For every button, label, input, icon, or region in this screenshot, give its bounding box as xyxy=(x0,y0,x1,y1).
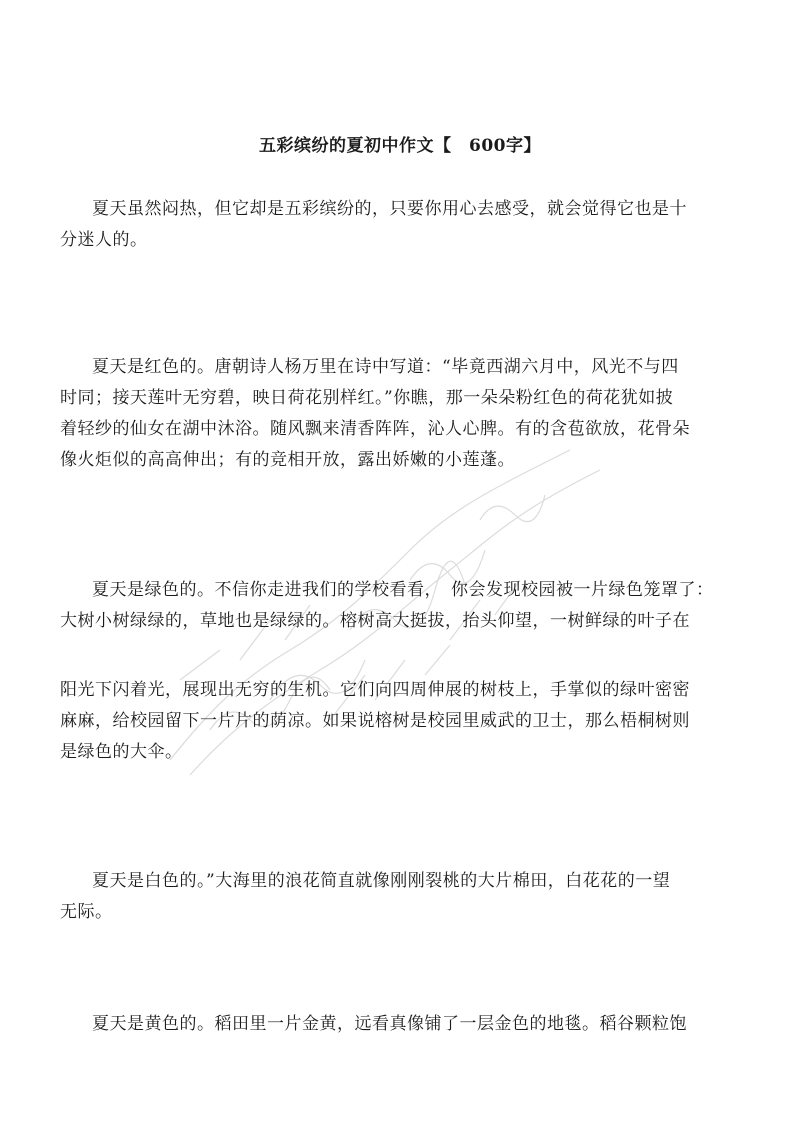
text-line: 夏天是绿色的。不信你走进我们的学校看看， 你会发现校园被一片绿色笼罩了： xyxy=(92,580,714,600)
paragraph-1 xyxy=(60,194,700,256)
paragraph-4 xyxy=(60,866,700,928)
document-title: 五彩缤纷的夏初中作文【 600字】 xyxy=(259,136,541,156)
paragraph-5 xyxy=(60,1009,700,1040)
text-line: 时同；接天莲叶无穷碧，映日荷花别样红。”你瞧，那一朵朵粉红色的荷花犹如披 xyxy=(60,388,674,408)
text-line: 夏天是红色的。唐朝诗人杨万里在诗中写道：“毕竟西湖六月中，风光不与四 xyxy=(92,357,679,377)
text-line: 像火炬似的高高伸出；有的竞相开放，露出娇嫩的小莲蓬。 xyxy=(60,450,515,470)
text-line: 着轻纱的仙女在湖中沐浴。随风飘来清香阵阵，沁人心脾。有的含苞欲放，花骨朵 xyxy=(60,419,690,439)
text-line: 夏天是白色的。”大海里的浪花简直就像刚刚裂桃的大片棉田，白花花的一望 xyxy=(92,871,671,891)
text-line: 麻麻，给校园留下一片片的荫凉。如果说榕树是校园里威武的卫士，那么梧桐树则 xyxy=(60,711,690,731)
text-line: 夏天虽然闷热，但它却是五彩缤纷的，只要你用心去感受，就会觉得它也是十 xyxy=(92,199,687,219)
paragraph-3 xyxy=(60,575,714,637)
text-line: 大树小树绿绿的，草地也是绿绿的。榕树高大挺拔，抬头仰望，一树鲜绿的叶子在 xyxy=(60,611,690,631)
text-line: 是绿色的大伞。 xyxy=(60,742,183,762)
text-line: 阳光下闪着光，展现出无穷的生机。它们向四周伸展的树枝上，手掌似的绿叶密密 xyxy=(60,680,690,700)
paragraph-2 xyxy=(60,352,700,476)
paragraph-3-continued xyxy=(60,675,700,768)
text-line: 分迷人的。 xyxy=(60,230,148,250)
text-line: 夏天是黄色的。稻田里一片金黄，远看真像铺了一层金色的地毯。稻谷颗粒饱 xyxy=(92,1014,687,1034)
text-line: 无际。 xyxy=(60,902,113,922)
